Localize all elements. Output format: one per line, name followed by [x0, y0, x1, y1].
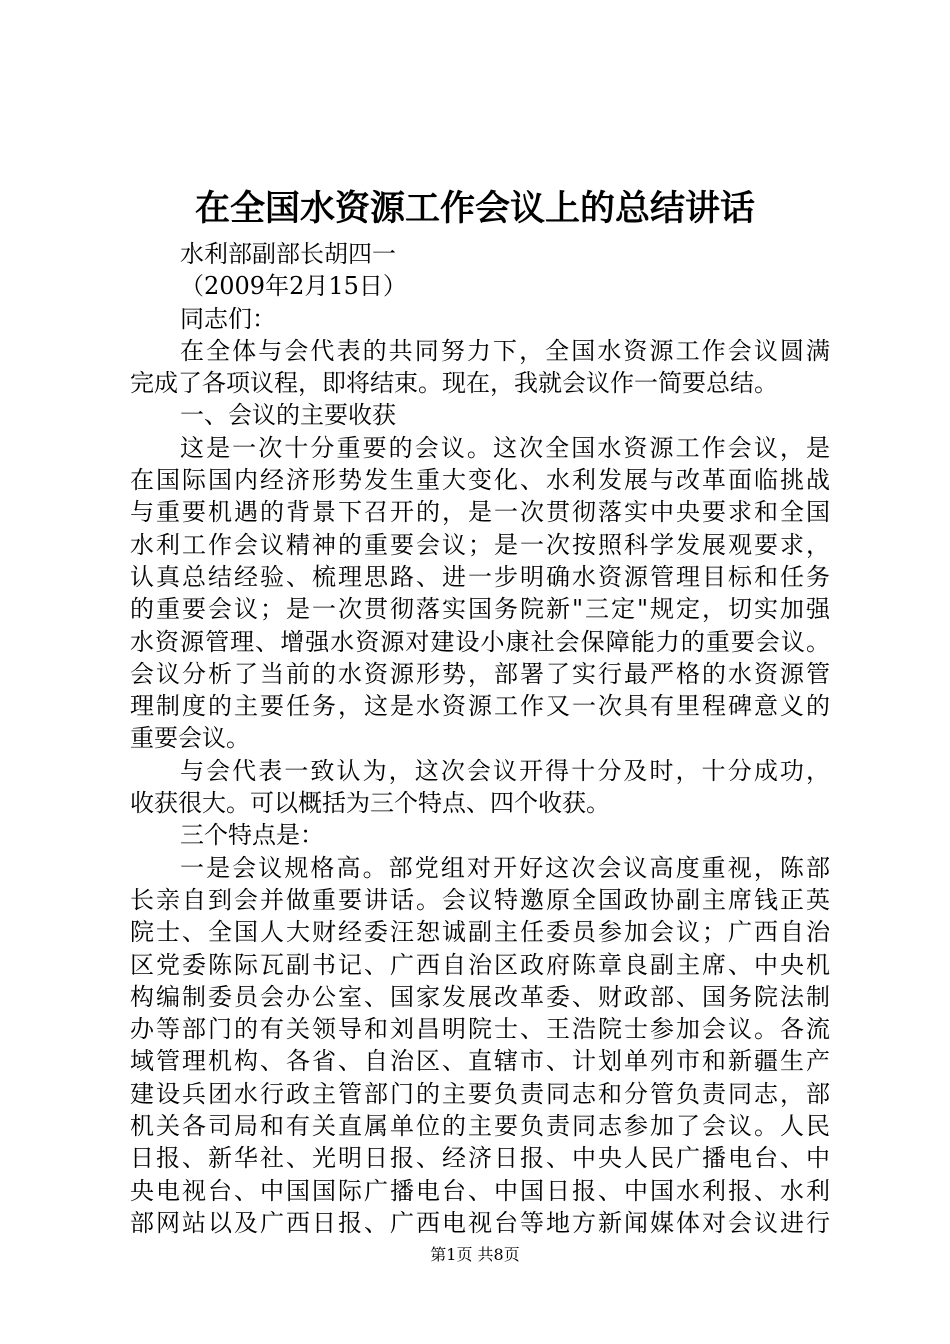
body-line: 在国际国内经济形势发生重大变化、水利发展与改革面临挑战 — [130, 466, 830, 495]
body-line: 建设兵团水行政主管部门的主要负责同志和分管负责同志，部 — [130, 1079, 830, 1108]
document-title: 在全国水资源工作会议上的总结讲话 — [194, 188, 755, 229]
body-line: 长亲自到会并做重要讲话。会议特邀原全国政协副主席钱正英 — [130, 885, 830, 914]
body-line: 三个特点是： — [180, 821, 324, 850]
page-footer: 第1页 共8页 — [430, 1245, 520, 1264]
body-line: 完成了各项议程，即将结束。现在，我就会议作一简要总结。 — [130, 369, 778, 398]
body-line: 收获很大。可以概括为三个特点、四个收获。 — [130, 789, 610, 818]
body-line: 一、会议的主要收获 — [180, 401, 396, 430]
body-line: 央电视台、中国国际广播电台、中国日报、中国水利报、水利 — [130, 1176, 830, 1205]
body-line: 区党委陈际瓦副书记、广西自治区政府陈章良副主席、中央机 — [130, 950, 830, 979]
body-line: 这是一次十分重要的会议。这次全国水资源工作会议，是 — [180, 433, 830, 462]
body-line: 在全体与会代表的共同努力下，全国水资源工作会议圆满 — [180, 336, 830, 365]
body-line: 一是会议规格高。部党组对开好这次会议高度重视，陈部 — [180, 853, 830, 882]
body-line: 水利部副部长胡四一 — [180, 240, 396, 268]
body-line: 认真总结经验、梳理思路、进一步明确水资源管理目标和任务 — [130, 562, 830, 591]
body-line: 机关各司局和有关直属单位的主要负责同志参加了会议。人民 — [130, 1112, 830, 1141]
body-line: 构编制委员会办公室、国家发展改革委、财政部、国务院法制 — [130, 982, 830, 1011]
body-line: 与重要机遇的背景下召开的，是一次贯彻落实中央要求和全国 — [130, 498, 830, 527]
body-line: 域管理机构、各省、自治区、直辖市、计划单列市和新疆生产 — [130, 1047, 830, 1076]
body-line: 水资源管理、增强水资源对建设小康社会保障能力的重要会议。 — [130, 627, 830, 656]
body-line: 理制度的主要任务，这是水资源工作又一次具有里程碑意义的 — [130, 692, 830, 721]
body-line: 会议分析了当前的水资源形势，部署了实行最严格的水资源管 — [130, 659, 830, 688]
body-line: 水利工作会议精神的重要会议；是一次按照科学发展观要求， — [130, 530, 830, 559]
body-line: 部网站以及广西日报、广西电视台等地方新闻媒体对会议进行 — [130, 1208, 830, 1237]
body-line: （2009年2月15日） — [180, 272, 407, 301]
body-line: 的重要会议；是一次贯彻落实国务院新"三定"规定，切实加强 — [130, 595, 830, 624]
body-line: 与会代表一致认为，这次会议开得十分及时，十分成功， — [180, 756, 830, 785]
body-line: 办等部门的有关领导和刘昌明院士、王浩院士参加会议。各流 — [130, 1015, 830, 1044]
body-line: 重要会议。 — [130, 724, 250, 753]
body-line: 院士、全国人大财经委汪恕诚副主任委员参加会议；广西自治 — [130, 918, 830, 947]
body-line: 同志们： — [180, 304, 276, 333]
body-line: 日报、新华社、光明日报、经济日报、中央人民广播电台、中 — [130, 1144, 830, 1173]
document-body — [130, 238, 830, 1239]
